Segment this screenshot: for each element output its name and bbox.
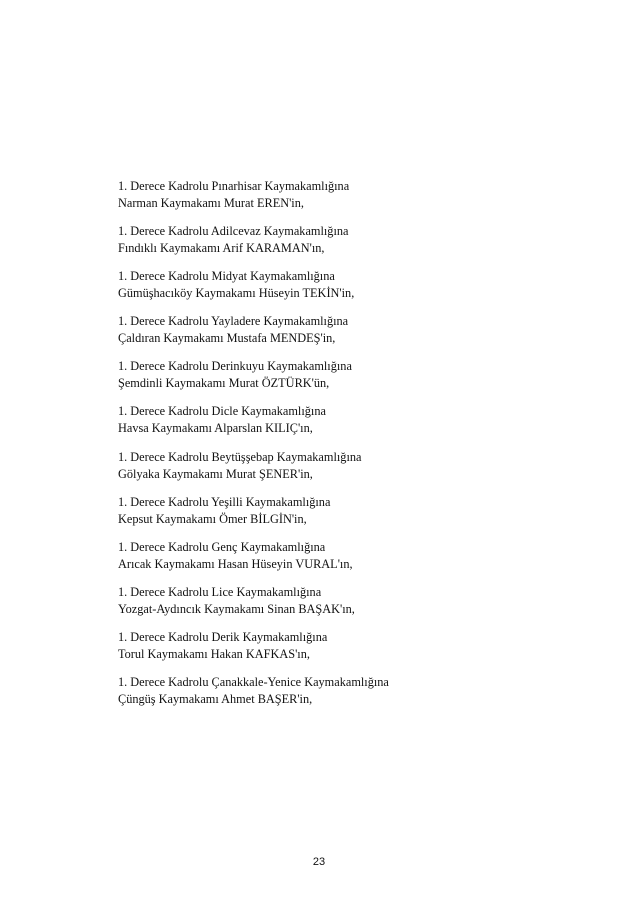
appointment-appointee: Gümüşhacıköy Kaymakamı Hüseyin TEKİN'in, (118, 286, 355, 301)
appointment-appointee: Fındıklı Kaymakamı Arif KARAMAN'ın, (118, 241, 325, 256)
appointment-appointee: Çaldıran Kaymakamı Mustafa MENDEŞ'in, (118, 331, 336, 346)
appointment-appointee: Kepsut Kaymakamı Ömer BİLGİN'in, (118, 511, 307, 526)
appointment-appointee: Şemdinli Kaymakamı Murat ÖZTÜRK'ün, (118, 376, 330, 391)
appointment-position: 1. Derece Kadrolu Genç Kaymakamlığına (118, 539, 326, 554)
appointment-entry (118, 494, 598, 528)
appointment-position: 1. Derece Kadrolu Derinkuyu Kaymakamlığına (118, 359, 352, 374)
appointment-appointee: Havsa Kaymakamı Alparslan KILIÇ'ın, (118, 421, 313, 436)
appointment-entry (118, 403, 598, 437)
appointment-position: 1. Derece Kadrolu Pınarhisar Kaymakamlığına (118, 179, 350, 193)
appointment-entry (118, 268, 598, 302)
appointment-position: 1. Derece Kadrolu Derik Kaymakamlığına (118, 629, 328, 644)
appointment-appointee: Çüngüş Kaymakamı Ahmet BAŞER'in, (118, 692, 313, 707)
appointment-entry (118, 629, 598, 663)
appointment-entry (118, 313, 598, 347)
appointment-entry (118, 584, 598, 618)
appointment-appointee: Gölyaka Kaymakamı Murat ŞENER'in, (118, 466, 313, 481)
appointment-position: 1. Derece Kadrolu Lice Kaymakamlığına (118, 584, 322, 599)
appointment-position: 1. Derece Kadrolu Midyat Kaymakamlığına (118, 269, 335, 284)
appointment-entry (118, 539, 598, 573)
appointment-list (118, 178, 598, 719)
appointment-entry (118, 223, 598, 257)
appointment-appointee: Yozgat-Aydıncık Kaymakamı Sinan BAŞAK'ın, (118, 601, 355, 616)
page-number: 23 (312, 856, 326, 868)
appointment-entry (118, 358, 598, 392)
appointment-appointee: Arıcak Kaymakamı Hasan Hüseyin VURAL'ın, (118, 556, 353, 571)
appointment-position: 1. Derece Kadrolu Çanakkale-Yenice Kaymakamlığına (118, 675, 389, 690)
appointment-position: 1. Derece Kadrolu Adilcevaz Kaymakamlığına (118, 224, 349, 239)
appointment-position: 1. Derece Kadrolu Yayladere Kaymakamlığına (118, 314, 349, 329)
appointment-position: 1. Derece Kadrolu Beytüşşebap Kaymakamlığına (118, 449, 362, 464)
appointment-appointee: Torul Kaymakamı Hakan KAFKAS'ın, (118, 646, 310, 661)
appointment-appointee: Narman Kaymakamı Murat EREN'in, (118, 196, 304, 210)
appointment-position: 1. Derece Kadrolu Dicle Kaymakamlığına (118, 404, 326, 419)
appointment-entry (118, 449, 598, 483)
appointment-entry (118, 178, 598, 212)
appointment-position: 1. Derece Kadrolu Yeşilli Kaymakamlığına (118, 494, 331, 509)
appointment-entry (118, 674, 598, 708)
